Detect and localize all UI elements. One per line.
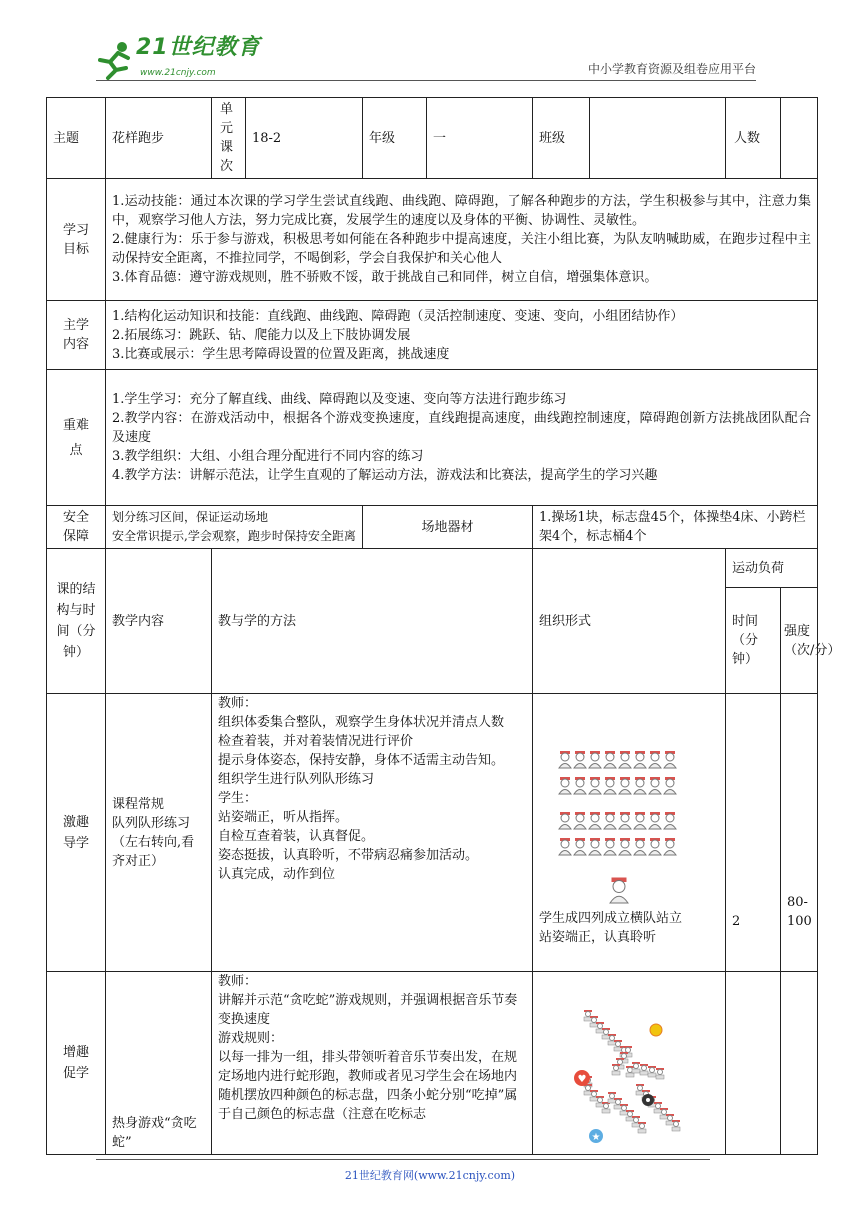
student-figure (604, 838, 616, 855)
student-figure (584, 1010, 592, 1021)
org-text: 站姿端正，认真聆听 (539, 930, 657, 945)
methods-header: 教与学的方法 (212, 549, 533, 694)
student-figure (590, 1090, 598, 1101)
grade-value: 一 (427, 98, 533, 179)
heart-icon (574, 1070, 590, 1086)
student-figure (608, 1034, 616, 1045)
method-line: 教师： (218, 974, 258, 989)
student-figure (608, 1092, 616, 1103)
student-figure (664, 777, 676, 794)
section-warmup-content: 热身游戏“贪吃蛇” (106, 972, 212, 1155)
method-line: 组织学生进行队列队形练习 (218, 772, 375, 787)
section-warmup-organization (533, 972, 726, 1155)
student-figure (602, 1102, 610, 1113)
student-figure (649, 838, 661, 855)
keypoints-row (47, 370, 818, 506)
goals-row (47, 179, 818, 301)
count-value (781, 98, 818, 179)
star-icon (589, 1129, 603, 1143)
teacher-figure (610, 878, 628, 904)
method-line: 讲解并示范“贪吃蛇”游戏规则，并强调根据音乐节奏变换速度 (218, 993, 518, 1027)
method-line: 自检互查着装，认真督促。 (218, 829, 375, 844)
grade-label: 年级 (363, 98, 427, 179)
student-figure (589, 812, 601, 829)
student-figure (640, 1064, 648, 1075)
content-line: 2.拓展练习：跳跃、钻、爬能力以及上下肢协调发展 (112, 327, 411, 343)
goals-label: 学习目标 (47, 179, 106, 301)
keypoints-label: 重难点 (47, 370, 106, 506)
student-figure (648, 1066, 656, 1077)
student-figure (636, 1084, 644, 1095)
student-figure (559, 838, 571, 855)
content-item: 队列队形练习 (112, 815, 191, 831)
gear-icon (642, 1094, 654, 1106)
student-figure (589, 777, 601, 794)
student-figure (612, 1064, 620, 1075)
student-figure (664, 812, 676, 829)
content-text (106, 301, 818, 370)
snake-game-diagram (533, 972, 725, 1148)
logo-url: www.21cnjy.com (140, 68, 216, 78)
class-value (590, 98, 726, 179)
student-figure (672, 1120, 680, 1131)
student-figure (619, 812, 631, 829)
student-figure (590, 1016, 598, 1027)
student-figure (649, 777, 661, 794)
method-line: 学生： (218, 791, 258, 806)
method-line: 姿态挺拔，认真聆听，不带病忍痛参加活动。 (218, 848, 479, 863)
student-figure (666, 1114, 674, 1125)
student-figure (619, 838, 631, 855)
equipment-text: 1.操场1块，标志盘45个，体操垫4床、小跨栏架4个，标志桶4个 (533, 506, 818, 549)
keypoint-line: 4.教学方法：讲解示范法，让学生直观的了解运动方法，游戏法和比赛法，提高学生的学习兴趣 (112, 468, 658, 483)
student-figure (602, 1028, 610, 1039)
student-figure (634, 812, 646, 829)
content-line: 1.结构化运动知识和技能：直线跑、曲线跑、障碍跑（灵活控制速度、变速、变向，小组团结协作） (112, 308, 684, 324)
keypoint-line: 3.教学组织：大组、小组合理分配进行不同内容的练习 (112, 449, 424, 464)
section-intro-methods (212, 694, 533, 972)
site-logo (96, 36, 266, 82)
student-figure (619, 777, 631, 794)
load-header: 运动负荷 (726, 549, 818, 588)
unit-value: 18-2 (246, 98, 363, 179)
student-figure (649, 812, 661, 829)
time-header: 时间（分钟） (726, 588, 781, 694)
svg-text:♥: ♥ (577, 1074, 587, 1085)
student-figure (574, 751, 586, 768)
content-line: 3.比赛或展示：学生思考障碍设置的位置及距离，挑战速度 (112, 346, 450, 362)
runner-logo-icon (96, 40, 136, 80)
safety-text (106, 506, 363, 549)
method-line: 教师： (218, 696, 258, 711)
content-label: 主学内容 (47, 301, 106, 370)
footer-text: 21世纪教育网(www.21cnjy.com) (344, 1169, 516, 1182)
student-figure (649, 751, 661, 768)
section-intro-organization (533, 694, 726, 972)
method-line: 站姿端正，听从指挥。 (218, 810, 349, 825)
svg-text:★: ★ (591, 1132, 601, 1143)
student-figure (614, 1040, 622, 1051)
count-label: 人数 (726, 98, 781, 179)
method-line: 组织体委集合整队，观察学生身体状况并清点人数 (218, 715, 505, 730)
safety-label: 安全保障 (47, 506, 106, 549)
keypoint-line: 1.学生学习：充分了解直线、曲线、障碍跑以及变速、变向等方法进行跑步练习 (112, 392, 567, 407)
section-warmup-time (726, 972, 781, 1155)
goal-line: 1.运动技能：通过本次课的学习学生尝试直线跑、曲线跑、障碍跑，了解各种跑步的方法，学生积极参与其中，注意力集中，观察学习他人方法，努力完成比赛，发展学生的速度以及身体的平衡、协调性、灵敏性。 (112, 194, 812, 228)
student-figure (620, 1104, 628, 1115)
footer-divider (96, 1159, 710, 1160)
platform-name: 中小学教育资源及组卷应用平台 (587, 62, 756, 76)
student-figure (604, 751, 616, 768)
student-figure (596, 1096, 604, 1107)
section-intro-intensity: 80-100 (781, 694, 818, 972)
student-figure (559, 777, 571, 794)
logo-text: 21世纪教育 (136, 35, 261, 60)
student-figure (632, 1116, 640, 1127)
student-figure (634, 777, 646, 794)
student-figure (656, 1068, 664, 1079)
student-figure (664, 838, 676, 855)
intensity-header: 强度（次/分） (781, 588, 818, 694)
formation-svg (533, 694, 695, 909)
student-figure (589, 751, 601, 768)
student-figure (559, 812, 571, 829)
student-figure (619, 751, 631, 768)
section-warmup-intensity (781, 972, 818, 1155)
student-figure (604, 812, 616, 829)
content-row (47, 301, 818, 370)
student-figure (574, 838, 586, 855)
section-intro-time: 2 (726, 694, 781, 972)
method-line: 检查着装，并对着装情况进行评价 (218, 734, 414, 749)
student-figure (626, 1110, 634, 1121)
sun-icon (650, 1024, 662, 1036)
safety-line: 划分练习区间，保证运动场地 (112, 510, 269, 524)
student-figure (634, 751, 646, 768)
structure-label: 课的结构与时间（分钟） (47, 549, 106, 694)
method-line: 游戏规则： (218, 1031, 284, 1046)
goal-line: 3.体育品德：遵守游戏规则，胜不骄败不馁，敢于挑战自己和同伴，树立自信，增强集体意识。 (112, 270, 658, 285)
section-intro-label: 激趣导学 (47, 694, 106, 972)
student-figure (654, 1102, 662, 1113)
section-warmup-row (47, 972, 818, 1155)
section-warmup-methods (212, 972, 533, 1155)
student-figure (596, 1022, 604, 1033)
goals-text (106, 179, 818, 301)
structure-header-row (47, 549, 818, 588)
header-divider (96, 80, 756, 81)
keypoint-line: 2.教学内容：在游戏活动中，根据各个游戏变换速度，直线跑提高速度，曲线跑控制速度，障碍跑创新方法挑战团队配合及速度 (112, 411, 812, 445)
org-text: 学生成四列成立横队站立 (539, 911, 683, 926)
student-figure (584, 1084, 592, 1095)
student-figure (614, 1098, 622, 1109)
student-figure (638, 1122, 646, 1133)
student-figure (574, 812, 586, 829)
safety-line: 安全常识提示,学会观察，跑步时保持安全距离 (112, 529, 356, 543)
student-figure (664, 751, 676, 768)
formation-diagram (533, 694, 725, 909)
student-figure (559, 751, 571, 768)
lesson-plan-table (46, 97, 841, 1155)
method-line: 认真完成，动作到位 (218, 867, 336, 882)
student-figure (589, 838, 601, 855)
teach-content-header: 教学内容 (106, 549, 212, 694)
keypoints-text (106, 370, 818, 506)
topic-label: 主题 (47, 98, 106, 179)
content-item: （左右转向,看齐对正） (112, 834, 195, 869)
content-item: 课程常规 (112, 796, 165, 812)
equipment-label: 场地器材 (363, 506, 533, 549)
section-intro-content (106, 694, 212, 972)
organization-header: 组织形式 (533, 549, 726, 694)
student-figure (660, 1108, 668, 1119)
safety-row (47, 506, 818, 549)
student-figure (634, 838, 646, 855)
info-row (47, 98, 818, 179)
section-warmup-label: 增趣促学 (47, 972, 106, 1155)
student-figure (604, 777, 616, 794)
topic-value: 花样跑步 (106, 98, 212, 179)
goal-line: 2.健康行为：乐于参与游戏，积极思考如何能在各种跑步中提高速度，关注小组比赛，为队友呐喊助威，在跑步过程中主动保持安全距离，不推拉同学，不喝倒彩，学会自我保护和关心他人 (112, 232, 812, 266)
section-intro-row (47, 694, 818, 972)
method-line: 以每一排为一组，排头带领听着音乐节奏出发，在规定场地内进行蛇形跑，教师或者见习学生会在场地内随机摆放四种颜色的标志盘，四条小蛇分别“吃掉”属于自己颜色的标志盘（注意在吃标志 (218, 1050, 518, 1122)
unit-label: 单元课次 (212, 98, 246, 179)
student-figure (574, 777, 586, 794)
method-line: 提示身体姿态，保持安静，身体不适需主动告知。 (218, 753, 505, 768)
class-label: 班级 (533, 98, 590, 179)
